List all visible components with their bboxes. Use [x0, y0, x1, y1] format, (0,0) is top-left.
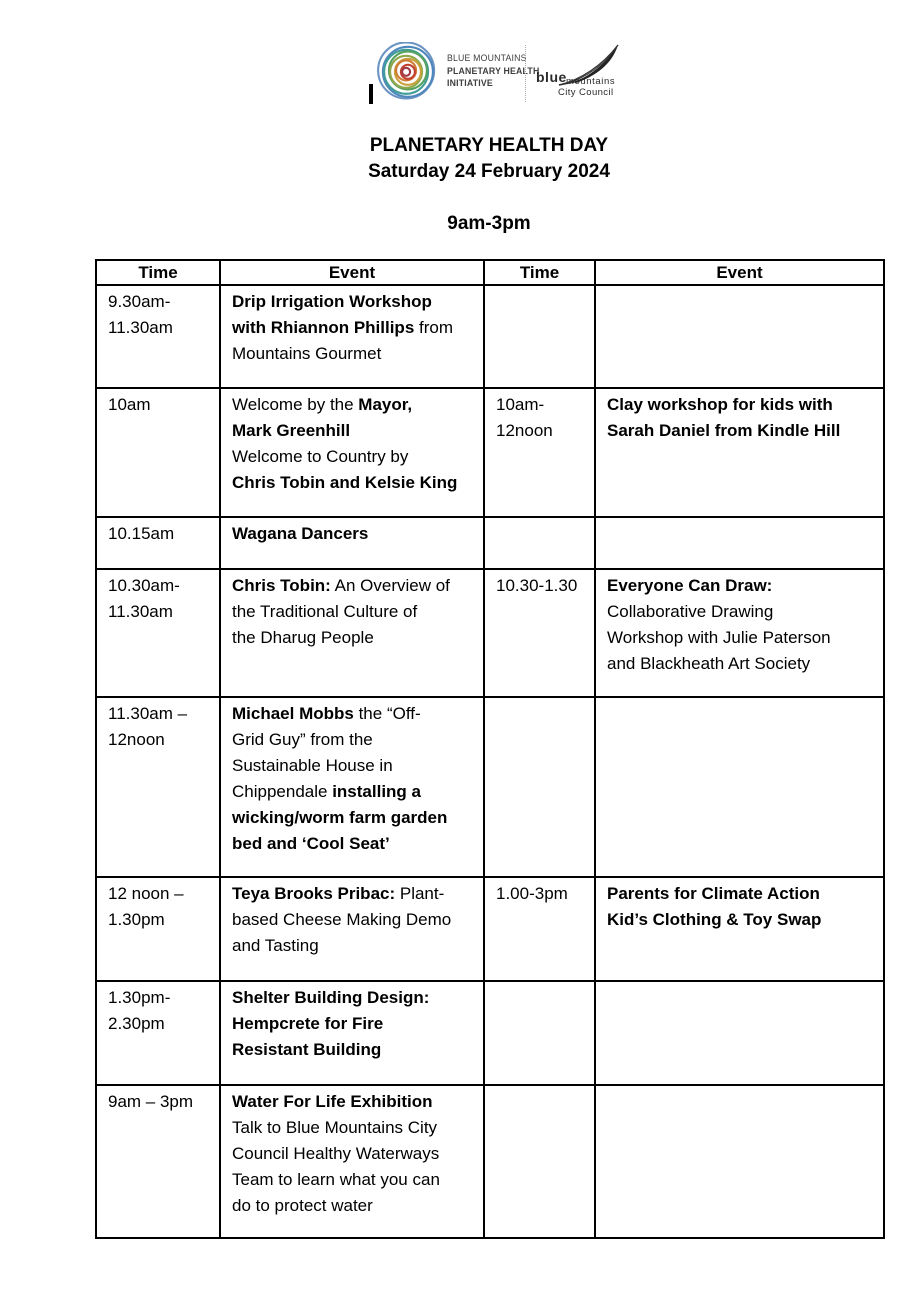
- event-text: 1.30pm-: [108, 988, 171, 1007]
- event-text-bold: Michael Mobbs: [232, 704, 354, 723]
- event-text: and Blackheath Art Society: [607, 654, 811, 673]
- event-text-bold: Resistant Building: [232, 1040, 382, 1059]
- time-cell: [96, 517, 220, 569]
- event-cell: [595, 981, 884, 1085]
- table-row: [96, 285, 884, 388]
- council-logo-mountains: mountains: [566, 76, 616, 87]
- column-header: Event: [220, 260, 484, 285]
- time-cell: [96, 285, 220, 388]
- planetary-health-spiral-icon: [375, 42, 439, 102]
- event-cell: [595, 388, 884, 517]
- event-text-bold: Everyone Can Draw:: [607, 576, 773, 595]
- table-row: [96, 697, 884, 877]
- logo-header: [95, 42, 883, 106]
- table-row: [96, 517, 884, 569]
- event-text: 9.30am-: [108, 292, 171, 311]
- time-cell: [484, 569, 595, 697]
- event-text: Grid Guy” from the: [232, 730, 373, 749]
- event-text: 11.30am –: [108, 704, 188, 723]
- event-text-bold: installing a: [332, 782, 421, 801]
- table-row: [96, 877, 884, 981]
- schedule-table: [95, 259, 885, 1239]
- event-text: 12noon: [496, 421, 553, 440]
- event-cell: [220, 1085, 484, 1238]
- event-text: Welcome by the: [232, 395, 359, 414]
- event-text: 2.30pm: [108, 1014, 165, 1033]
- event-text-bold: Chris Tobin and Kelsie King: [232, 473, 458, 492]
- event-text-bold: Hempcrete for Fire: [232, 1014, 384, 1033]
- time-cell: [96, 569, 220, 697]
- council-logo-city-council: City Council: [558, 87, 614, 98]
- event-text-bold: Drip Irrigation Workshop: [232, 292, 432, 311]
- table-row: [96, 388, 884, 517]
- event-text: Plant-: [395, 884, 445, 903]
- event-text: 11.30am: [108, 602, 173, 621]
- event-cell: [220, 981, 484, 1085]
- event-text-bold: bed and ‘Cool Seat’: [232, 834, 390, 853]
- event-text-bold: Mayor,: [358, 395, 413, 414]
- event-text: 10.15am: [108, 524, 175, 543]
- event-text: 10am-: [496, 395, 545, 414]
- table-row: [96, 1085, 884, 1238]
- time-cell: [484, 1085, 595, 1238]
- event-text: Workshop with Julie Paterson: [607, 628, 831, 647]
- time-cell: [484, 285, 595, 388]
- event-text: 12 noon –: [108, 884, 184, 903]
- event-text: 10.30-1.30: [496, 576, 578, 595]
- event-text: 9am – 3pm: [108, 1092, 194, 1111]
- city-council-logo: [536, 42, 628, 104]
- event-date: Saturday 24 February 2024: [368, 161, 610, 182]
- event-text: from: [414, 318, 454, 337]
- time-cell: [484, 388, 595, 517]
- event-text: Sustainable House in: [232, 756, 393, 775]
- time-cell: [484, 697, 595, 877]
- event-cell: [595, 877, 884, 981]
- event-cell: [220, 517, 484, 569]
- event-text-bold: wicking/worm farm garden: [232, 808, 448, 827]
- phi-logo-line3: INITIATIVE: [447, 78, 493, 89]
- event-hours: 9am-3pm: [447, 213, 531, 234]
- time-cell: [484, 517, 595, 569]
- event-text: 1.30pm: [108, 910, 165, 929]
- event-text: Talk to Blue Mountains City: [232, 1118, 438, 1137]
- event-text: do to protect water: [232, 1196, 373, 1215]
- event-text-bold: Kid’s Clothing & Toy Swap: [607, 910, 822, 929]
- event-text: based Cheese Making Demo: [232, 910, 452, 929]
- event-cell: [220, 388, 484, 517]
- event-text-bold: Teya Brooks Pribac:: [232, 884, 396, 903]
- event-text: Council Healthy Waterways: [232, 1144, 440, 1163]
- event-text: and Tasting: [232, 936, 319, 955]
- event-text-bold: with Rhiannon Phillips: [232, 318, 415, 337]
- table-row: [96, 569, 884, 697]
- time-cell: [96, 877, 220, 981]
- event-title: PLANETARY HEALTH DAY: [369, 135, 609, 156]
- event-text-bold: Shelter Building Design:: [232, 988, 430, 1007]
- time-cell: [96, 697, 220, 877]
- event-text: the Dharug People: [232, 628, 374, 647]
- event-text-bold: Mark Greenhill: [232, 421, 351, 440]
- event-text-bold: Wagana Dancers: [232, 524, 369, 543]
- phi-logo-line2: PLANETARY HEALTH: [447, 65, 540, 77]
- council-logo-blue: blue: [536, 69, 567, 85]
- event-text-bold: Parents for Climate Action: [607, 884, 820, 903]
- table-header-row: [96, 260, 884, 285]
- event-cell: [595, 517, 884, 569]
- event-text: Collaborative Drawing: [607, 602, 774, 621]
- time-cell: [484, 981, 595, 1085]
- title-block: [95, 0, 883, 237]
- event-text: An Overview of: [330, 576, 450, 595]
- event-text: Chippendale: [232, 782, 333, 801]
- logo-divider: [525, 45, 526, 102]
- event-text: the “Off-: [353, 704, 421, 723]
- event-cell: [595, 1085, 884, 1238]
- event-text: Welcome to Country by: [232, 447, 409, 466]
- column-header: Event: [595, 260, 884, 285]
- event-text-bold: Water For Life Exhibition: [232, 1092, 433, 1111]
- phi-logo-line1: BLUE MOUNTAINS: [447, 53, 527, 64]
- event-text: 12noon: [108, 730, 165, 749]
- time-cell: [96, 388, 220, 517]
- event-text: Team to learn what you can: [232, 1170, 440, 1189]
- event-cell: [595, 285, 884, 388]
- time-cell: [484, 877, 595, 981]
- event-cell: [595, 569, 884, 697]
- time-cell: [96, 981, 220, 1085]
- event-text: 11.30am: [108, 318, 173, 337]
- event-text: 10am: [108, 395, 151, 414]
- event-text: the Traditional Culture of: [232, 602, 418, 621]
- column-header: Time: [484, 260, 595, 285]
- time-cell: [96, 1085, 220, 1238]
- event-text-bold: Chris Tobin:: [232, 576, 331, 595]
- table-row: [96, 981, 884, 1085]
- column-header: Time: [96, 260, 220, 285]
- event-cell: [220, 877, 484, 981]
- event-text: 1.00-3pm: [496, 884, 568, 903]
- event-cell: [220, 569, 484, 697]
- event-text: Mountains Gourmet: [232, 344, 382, 363]
- document-content: [95, 0, 883, 1239]
- event-text: 10.30am-: [108, 576, 180, 595]
- event-text-bold: Clay workshop for kids with: [607, 395, 833, 414]
- event-cell: [220, 697, 484, 877]
- event-text-bold: Sarah Daniel from Kindle Hill: [607, 421, 841, 440]
- event-cell: [220, 285, 484, 388]
- event-cell: [595, 697, 884, 877]
